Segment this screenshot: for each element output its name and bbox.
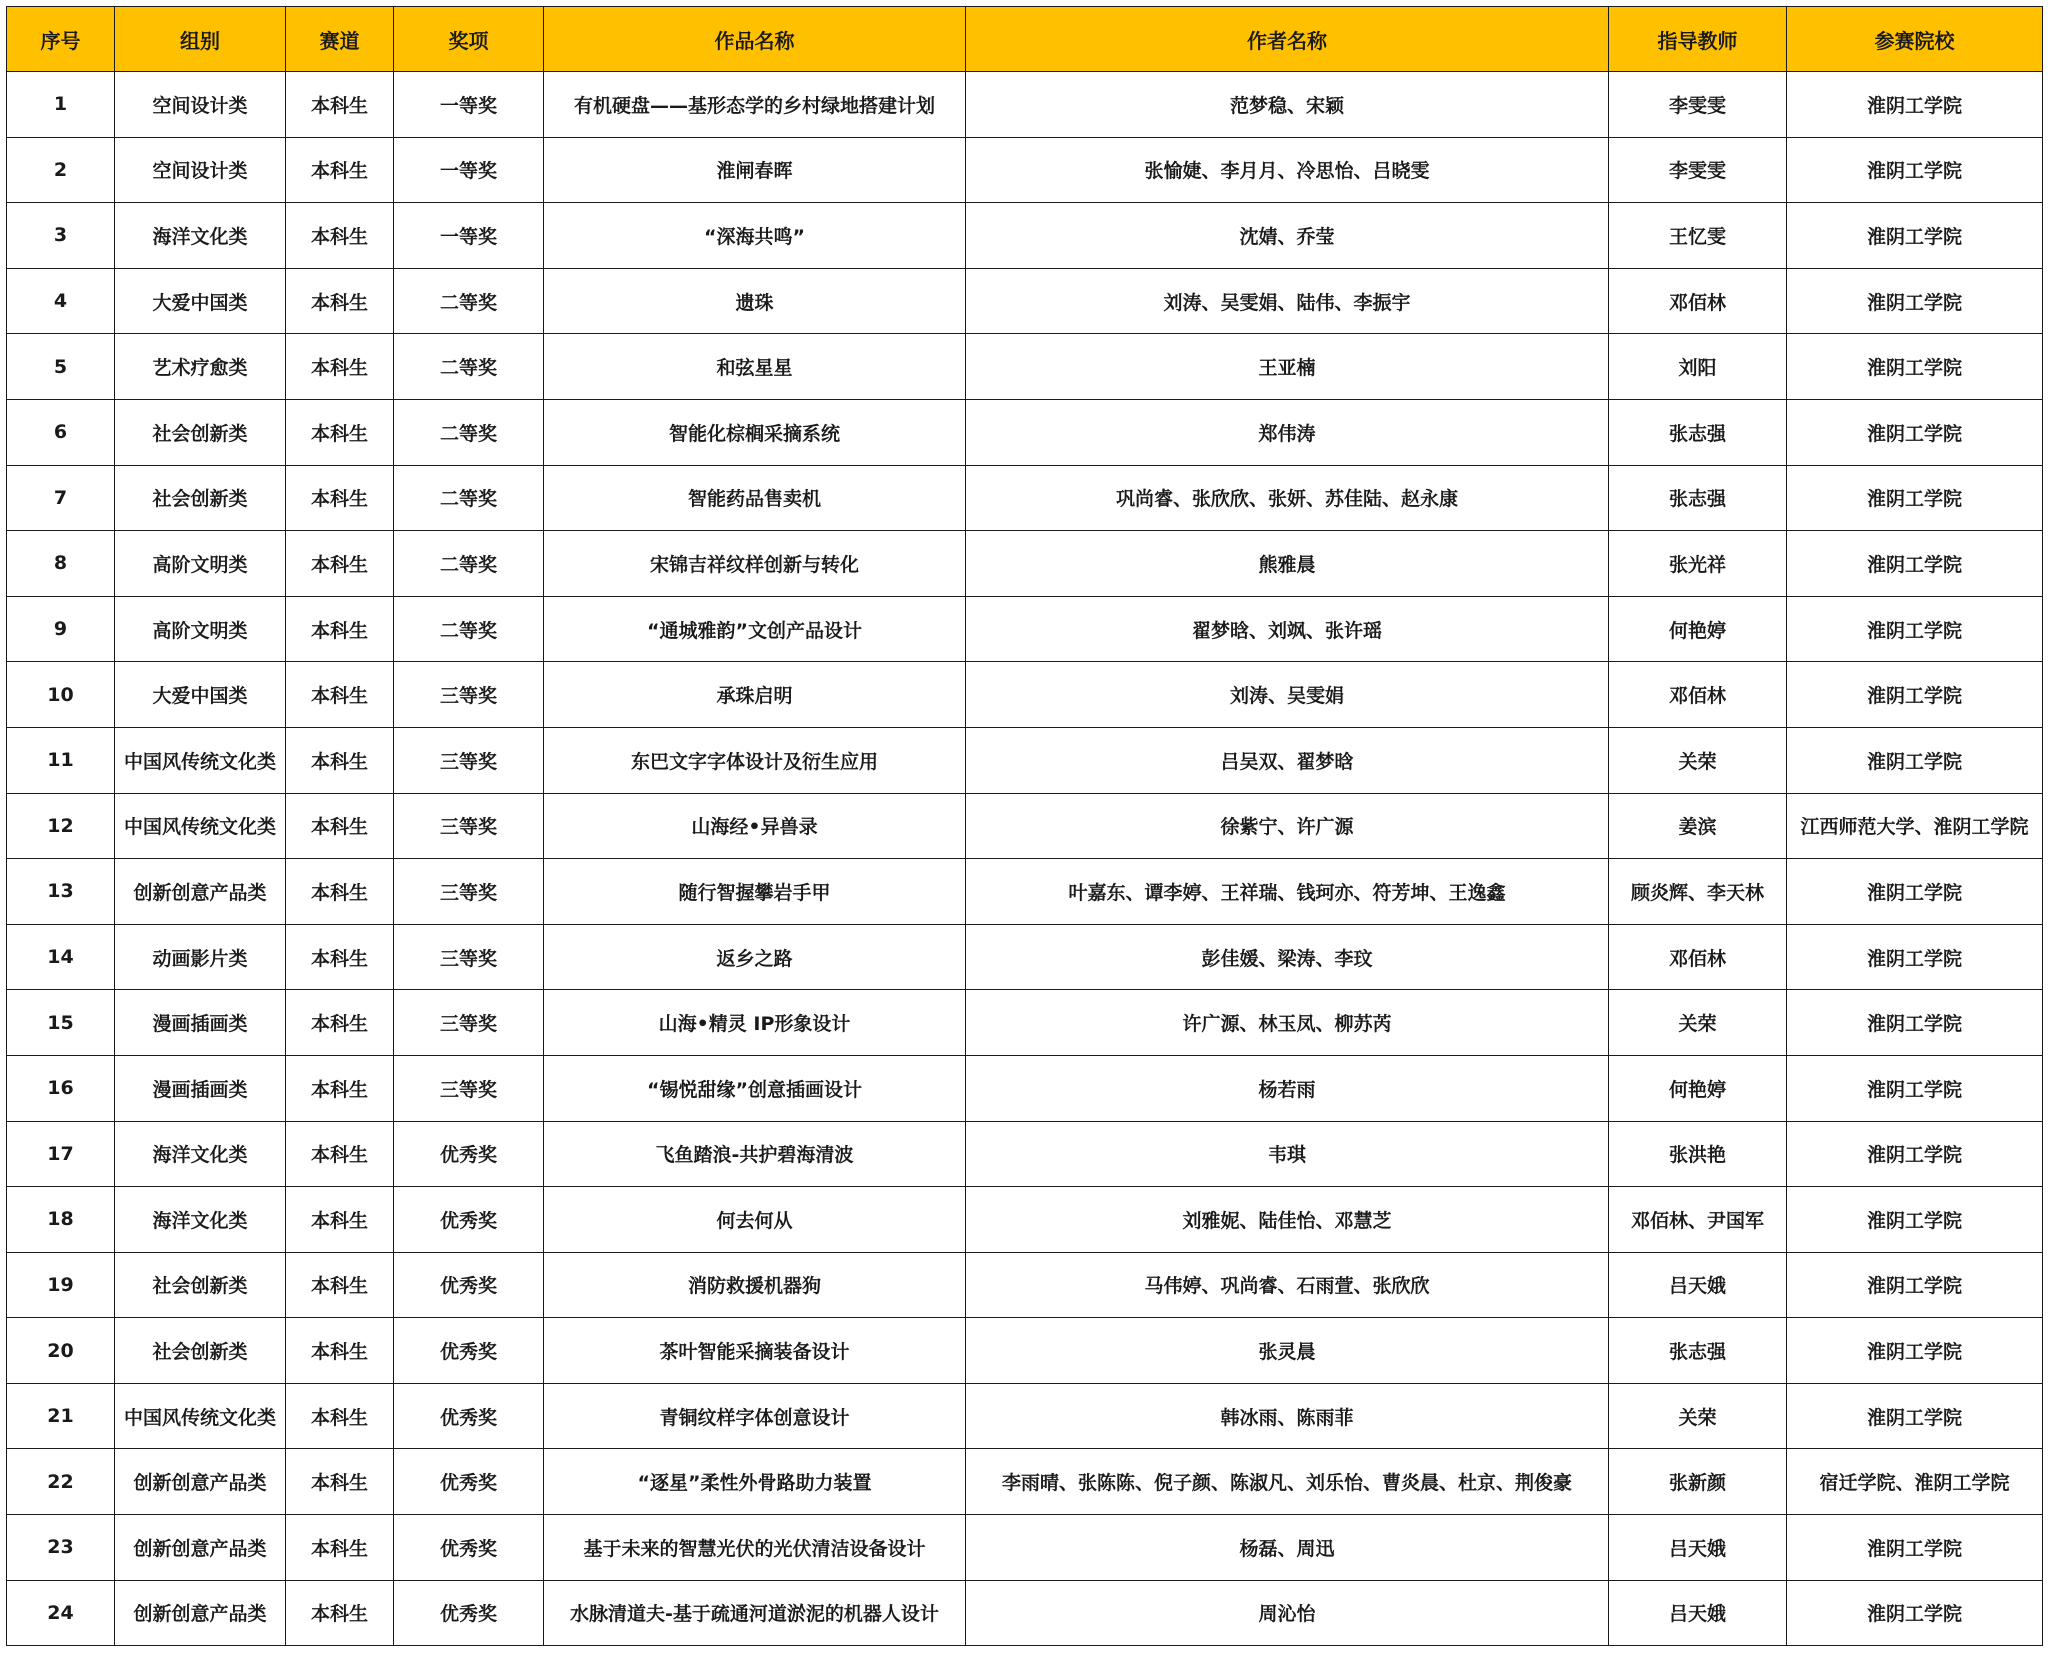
work-title-cell: 遗珠 [544,268,966,334]
table-row [7,859,2043,925]
header-row [7,7,2043,72]
work-title-cell: 淮闸春晖 [544,137,966,203]
track-cell: 本科生 [286,596,394,662]
authors-cell: 郑伟涛 [966,399,1609,465]
seq-cell: 9 [7,596,115,662]
work-title-cell: 何去何从 [544,1187,966,1253]
group-cell: 高阶文明类 [115,596,286,662]
table-row [7,72,2043,138]
track-cell: 本科生 [286,1121,394,1187]
table-row [7,334,2043,400]
group-cell: 海洋文化类 [115,1187,286,1253]
seq-cell: 19 [7,1252,115,1318]
authors-cell: 韩冰雨、陈雨菲 [966,1383,1609,1449]
advisor-cell: 李雯雯 [1609,137,1787,203]
table-row [7,268,2043,334]
track-cell: 本科生 [286,1187,394,1253]
track-cell: 本科生 [286,1055,394,1121]
group-cell: 社会创新类 [115,1318,286,1384]
track-cell: 本科生 [286,531,394,597]
work-title-cell: 消防救援机器狗 [544,1252,966,1318]
award-cell: 三等奖 [394,990,544,1056]
track-cell: 本科生 [286,334,394,400]
table-row [7,727,2043,793]
advisor-cell: 邓佰林 [1609,662,1787,728]
work-title-cell: 智能药品售卖机 [544,465,966,531]
advisor-cell: 刘阳 [1609,334,1787,400]
track-cell: 本科生 [286,1449,394,1515]
award-cell: 优秀奖 [394,1580,544,1646]
authors-cell: 沈婧、乔莹 [966,203,1609,269]
group-cell: 漫画插画类 [115,1055,286,1121]
work-title-cell: “深海共鸣” [544,203,966,269]
table-row [7,1121,2043,1187]
advisor-cell: 邓佰林 [1609,924,1787,990]
award-cell: 二等奖 [394,596,544,662]
school-cell: 淮阴工学院 [1787,859,2043,925]
school-cell: 淮阴工学院 [1787,924,2043,990]
work-title-cell: 承珠启明 [544,662,966,728]
school-cell: 淮阴工学院 [1787,596,2043,662]
school-cell: 宿迁学院、淮阴工学院 [1787,1449,2043,1515]
award-cell: 优秀奖 [394,1187,544,1253]
authors-cell: 马伟婷、巩尚睿、石雨萱、张欣欣 [966,1252,1609,1318]
work-title-cell: 东巴文字字体设计及衍生应用 [544,727,966,793]
seq-header: 序号 [7,7,115,72]
school-cell: 淮阴工学院 [1787,334,2043,400]
advisor-cell: 何艳婷 [1609,596,1787,662]
table-row [7,793,2043,859]
table-row [7,203,2043,269]
track-cell: 本科生 [286,793,394,859]
advisor-cell: 顾炎辉、李天林 [1609,859,1787,925]
advisor-cell: 邓佰林 [1609,268,1787,334]
seq-cell: 20 [7,1318,115,1384]
advisor-cell: 吕天娥 [1609,1580,1787,1646]
work-title-cell: “锡悦甜缘”创意插画设计 [544,1055,966,1121]
authors-cell: 张愉婕、李月月、冷思怡、吕晓雯 [966,137,1609,203]
award-cell: 三等奖 [394,859,544,925]
group-cell: 空间设计类 [115,72,286,138]
award-cell: 二等奖 [394,268,544,334]
track-cell: 本科生 [286,1580,394,1646]
advisor-header: 指导教师 [1609,7,1787,72]
award-cell: 三等奖 [394,662,544,728]
seq-cell: 24 [7,1580,115,1646]
work-title-cell: 随行智握攀岩手甲 [544,859,966,925]
track-cell: 本科生 [286,399,394,465]
authors-cell: 叶嘉东、谭李婷、王祥瑞、钱珂亦、符芳坤、王逸鑫 [966,859,1609,925]
authors-cell: 巩尚睿、张欣欣、张妍、苏佳陆、赵永康 [966,465,1609,531]
work-title-cell: 宋锦吉祥纹样创新与转化 [544,531,966,597]
school-cell: 淮阴工学院 [1787,1187,2043,1253]
school-cell: 淮阴工学院 [1787,268,2043,334]
authors-cell: 周沁怡 [966,1580,1609,1646]
table-row [7,924,2043,990]
table-row [7,465,2043,531]
group-cell: 大爱中国类 [115,268,286,334]
group-cell: 创新创意产品类 [115,859,286,925]
group-cell: 大爱中国类 [115,662,286,728]
school-cell: 淮阴工学院 [1787,531,2043,597]
seq-cell: 3 [7,203,115,269]
track-cell: 本科生 [286,137,394,203]
seq-cell: 13 [7,859,115,925]
school-cell: 淮阴工学院 [1787,203,2043,269]
group-cell: 社会创新类 [115,1252,286,1318]
track-cell: 本科生 [286,990,394,1056]
authors-cell: 韦琪 [966,1121,1609,1187]
award-header: 奖项 [394,7,544,72]
advisor-cell: 吕天娥 [1609,1515,1787,1581]
work-title-cell: “通城雅韵”文创产品设计 [544,596,966,662]
seq-cell: 10 [7,662,115,728]
group-cell: 艺术疗愈类 [115,334,286,400]
advisor-cell: 吕天娥 [1609,1252,1787,1318]
track-cell: 本科生 [286,1515,394,1581]
track-cell: 本科生 [286,727,394,793]
award-cell: 二等奖 [394,465,544,531]
school-cell: 淮阴工学院 [1787,1121,2043,1187]
authors-header: 作者名称 [966,7,1609,72]
work-title-cell: 和弦星星 [544,334,966,400]
work-title-cell: 青铜纹样字体创意设计 [544,1383,966,1449]
authors-cell: 吕吴双、翟梦晗 [966,727,1609,793]
advisor-cell: 张光祥 [1609,531,1787,597]
advisor-cell: 关荣 [1609,990,1787,1056]
advisor-cell: 关荣 [1609,1383,1787,1449]
group-cell: 社会创新类 [115,465,286,531]
seq-cell: 11 [7,727,115,793]
group-cell: 创新创意产品类 [115,1449,286,1515]
table-row [7,1383,2043,1449]
advisor-cell: 何艳婷 [1609,1055,1787,1121]
school-cell: 江西师范大学、淮阴工学院 [1787,793,2043,859]
school-cell: 淮阴工学院 [1787,1318,2043,1384]
track-header: 赛道 [286,7,394,72]
track-cell: 本科生 [286,859,394,925]
advisor-cell: 张志强 [1609,399,1787,465]
authors-cell: 王亚楠 [966,334,1609,400]
seq-cell: 6 [7,399,115,465]
work-title-cell: 基于未来的智慧光伏的光伏清洁设备设计 [544,1515,966,1581]
work-title-cell: 山海•精灵 IP形象设计 [544,990,966,1056]
track-cell: 本科生 [286,924,394,990]
group-cell: 中国风传统文化类 [115,793,286,859]
school-header: 参赛院校 [1787,7,2043,72]
award-cell: 优秀奖 [394,1121,544,1187]
award-cell: 一等奖 [394,137,544,203]
school-cell: 淮阴工学院 [1787,72,2043,138]
authors-cell: 李雨晴、张陈陈、倪子颜、陈淑凡、刘乐怡、曹炎晨、杜京、荆俊豪 [966,1449,1609,1515]
table-body [7,72,2043,1646]
track-cell: 本科生 [286,203,394,269]
seq-cell: 16 [7,1055,115,1121]
advisor-cell: 张洪艳 [1609,1121,1787,1187]
table-row [7,1055,2043,1121]
award-table [6,6,2043,1646]
school-cell: 淮阴工学院 [1787,1515,2043,1581]
group-cell: 中国风传统文化类 [115,1383,286,1449]
seq-cell: 7 [7,465,115,531]
authors-cell: 彭佳媛、梁涛、李玟 [966,924,1609,990]
school-cell: 淮阴工学院 [1787,399,2043,465]
group-header: 组别 [115,7,286,72]
group-cell: 空间设计类 [115,137,286,203]
authors-cell: 张灵晨 [966,1318,1609,1384]
school-cell: 淮阴工学院 [1787,1383,2043,1449]
table-row [7,990,2043,1056]
authors-cell: 范梦稳、宋颖 [966,72,1609,138]
advisor-cell: 张志强 [1609,465,1787,531]
authors-cell: 徐紫宁、许广源 [966,793,1609,859]
group-cell: 中国风传统文化类 [115,727,286,793]
school-cell: 淮阴工学院 [1787,1252,2043,1318]
advisor-cell: 关荣 [1609,727,1787,793]
work-title-cell: 飞鱼踏浪-共护碧海清波 [544,1121,966,1187]
group-cell: 漫画插画类 [115,990,286,1056]
track-cell: 本科生 [286,72,394,138]
group-cell: 创新创意产品类 [115,1515,286,1581]
track-cell: 本科生 [286,465,394,531]
award-cell: 二等奖 [394,399,544,465]
table-row [7,1318,2043,1384]
award-cell: 优秀奖 [394,1318,544,1384]
authors-cell: 刘涛、吴雯娟、陆伟、李振宇 [966,268,1609,334]
seq-cell: 4 [7,268,115,334]
award-cell: 优秀奖 [394,1252,544,1318]
track-cell: 本科生 [286,1252,394,1318]
award-cell: 优秀奖 [394,1449,544,1515]
school-cell: 淮阴工学院 [1787,727,2043,793]
authors-cell: 刘涛、吴雯娟 [966,662,1609,728]
school-cell: 淮阴工学院 [1787,1580,2043,1646]
seq-cell: 22 [7,1449,115,1515]
track-cell: 本科生 [286,268,394,334]
work-title-cell: 水脉清道夫-基于疏通河道淤泥的机器人设计 [544,1580,966,1646]
authors-cell: 许广源、林玉凤、柳苏芮 [966,990,1609,1056]
track-cell: 本科生 [286,1318,394,1384]
award-cell: 三等奖 [394,924,544,990]
table-row [7,1580,2043,1646]
table-row [7,1252,2043,1318]
group-cell: 海洋文化类 [115,1121,286,1187]
authors-cell: 翟梦晗、刘飒、张许瑶 [966,596,1609,662]
group-cell: 社会创新类 [115,399,286,465]
table-row [7,1515,2043,1581]
group-cell: 创新创意产品类 [115,1580,286,1646]
work-title-cell: 返乡之路 [544,924,966,990]
seq-cell: 17 [7,1121,115,1187]
authors-cell: 杨若雨 [966,1055,1609,1121]
table-row [7,596,2043,662]
work-title-header: 作品名称 [544,7,966,72]
school-cell: 淮阴工学院 [1787,465,2043,531]
school-cell: 淮阴工学院 [1787,137,2043,203]
work-title-cell: “逐星”柔性外骨路助力装置 [544,1449,966,1515]
award-cell: 二等奖 [394,531,544,597]
award-cell: 三等奖 [394,793,544,859]
table-row [7,662,2043,728]
award-cell: 一等奖 [394,72,544,138]
track-cell: 本科生 [286,662,394,728]
group-cell: 海洋文化类 [115,203,286,269]
track-cell: 本科生 [286,1383,394,1449]
award-cell: 优秀奖 [394,1383,544,1449]
seq-cell: 15 [7,990,115,1056]
advisor-cell: 张新颜 [1609,1449,1787,1515]
advisor-cell: 姜滨 [1609,793,1787,859]
table-row [7,531,2043,597]
seq-cell: 2 [7,137,115,203]
work-title-cell: 茶叶智能采摘装备设计 [544,1318,966,1384]
seq-cell: 1 [7,72,115,138]
seq-cell: 12 [7,793,115,859]
school-cell: 淮阴工学院 [1787,990,2043,1056]
table-row [7,399,2043,465]
award-cell: 一等奖 [394,203,544,269]
authors-cell: 杨磊、周迅 [966,1515,1609,1581]
group-cell: 高阶文明类 [115,531,286,597]
advisor-cell: 张志强 [1609,1318,1787,1384]
advisor-cell: 李雯雯 [1609,72,1787,138]
seq-cell: 23 [7,1515,115,1581]
award-cell: 三等奖 [394,1055,544,1121]
award-cell: 优秀奖 [394,1515,544,1581]
seq-cell: 18 [7,1187,115,1253]
table-row [7,1449,2043,1515]
group-cell: 动画影片类 [115,924,286,990]
work-title-cell: 有机硬盘——基形态学的乡村绿地搭建计划 [544,72,966,138]
table-row [7,137,2043,203]
seq-cell: 21 [7,1383,115,1449]
school-cell: 淮阴工学院 [1787,1055,2043,1121]
authors-cell: 刘雅妮、陆佳怡、邓慧芝 [966,1187,1609,1253]
seq-cell: 8 [7,531,115,597]
authors-cell: 熊雅晨 [966,531,1609,597]
school-cell: 淮阴工学院 [1787,662,2043,728]
seq-cell: 5 [7,334,115,400]
advisor-cell: 王忆雯 [1609,203,1787,269]
work-title-cell: 智能化棕榈采摘系统 [544,399,966,465]
award-cell: 三等奖 [394,727,544,793]
work-title-cell: 山海经•异兽录 [544,793,966,859]
award-cell: 二等奖 [394,334,544,400]
seq-cell: 14 [7,924,115,990]
table-row [7,1187,2043,1253]
advisor-cell: 邓佰林、尹国军 [1609,1187,1787,1253]
